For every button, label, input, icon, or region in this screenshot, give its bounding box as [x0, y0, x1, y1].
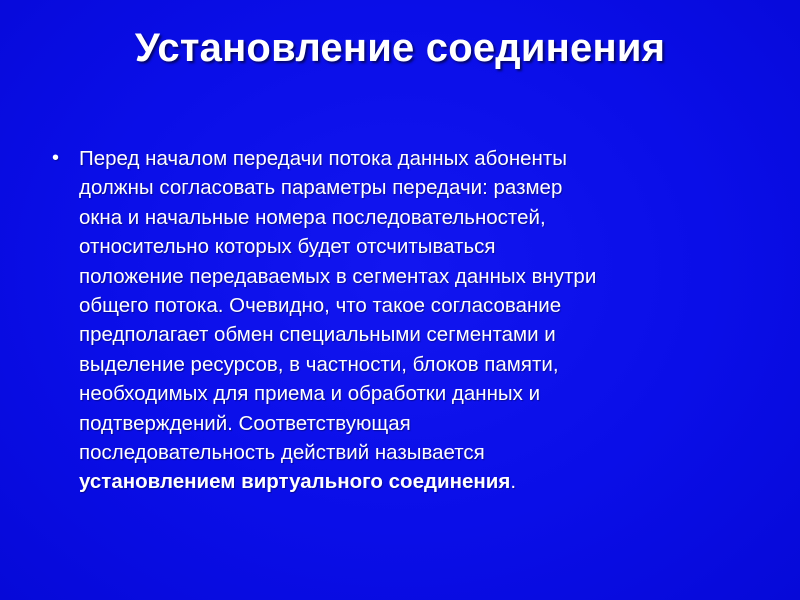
bullet-text-line: выделение ресурсов, в частности, блоков памяти, [79, 352, 559, 376]
bullet-text-line: окна и начальные номера последовательностей, [79, 205, 546, 229]
bullet-text-line: Перед началом передачи потока данных абоненты [79, 147, 567, 170]
bullet-text-line: последовательность действий называется [79, 441, 485, 465]
bullet-text-line: предполагает обмен специальными сегментами и [79, 323, 556, 347]
bullet-dot-icon: • [52, 147, 60, 169]
slide-content [52, 144, 752, 497]
bullet-text-line: положение передаваемых в сегментах данных внутри [79, 264, 597, 288]
bullet-text-line: необходимых для приема и обработки данных и [79, 382, 541, 406]
emphasis-term: установлением виртуального соединения [79, 470, 511, 494]
bullet-text-line: должны согласовать параметры передачи: размер [79, 176, 563, 200]
bullet-emphasis-line [79, 467, 752, 496]
bullet-item [52, 144, 752, 497]
bullet-text-line: общего потока. Очевидно, что такое согласование [79, 294, 562, 318]
bullet-text-line: подтверждений. Соответствующая [79, 411, 411, 435]
sentence-end: . [510, 470, 517, 494]
slide-title: Установление соединения [134, 26, 666, 70]
bullet-text-line: относительно которых будет отсчитываться [79, 235, 496, 259]
